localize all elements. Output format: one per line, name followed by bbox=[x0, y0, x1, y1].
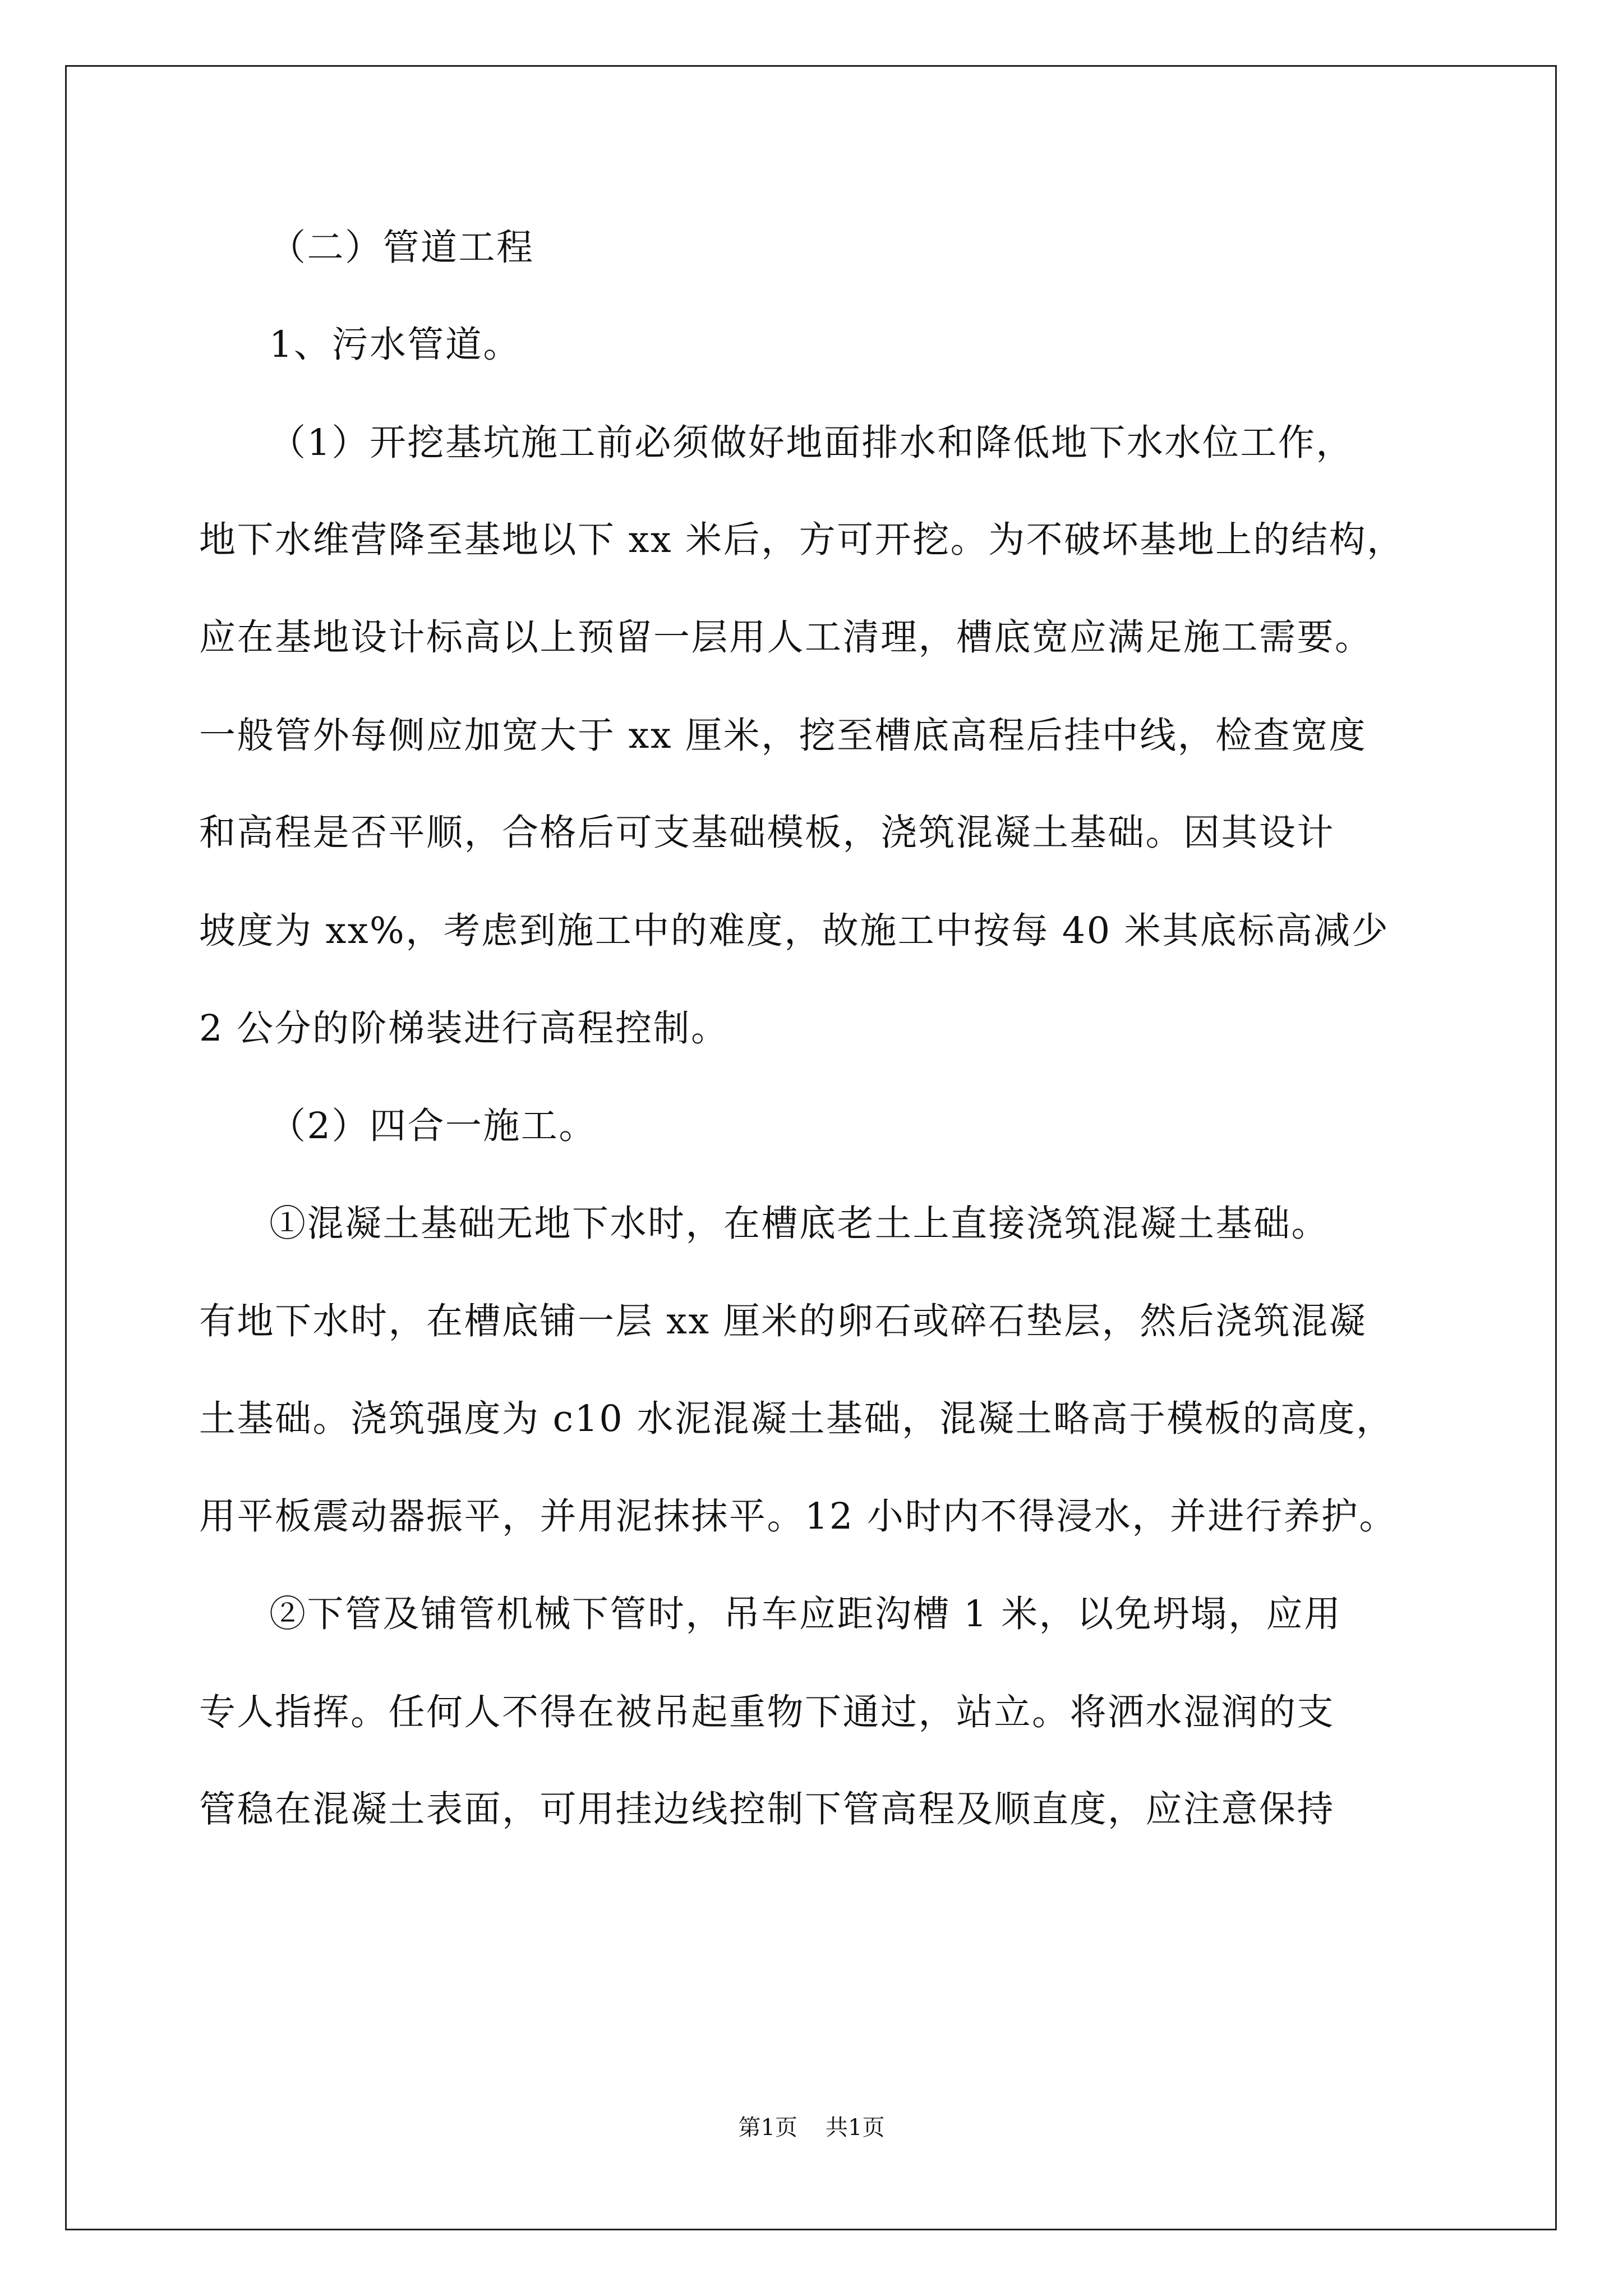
paragraph-line: 坡度为 xx%，考虑到施工中的难度，故施工中按每 40 米其底标高减少 bbox=[199, 910, 1390, 952]
paragraph-line: （1）开挖基坑施工前必须做好地面排水和降低地下水水位工作， bbox=[269, 422, 1354, 464]
page-number-total: 共1页 bbox=[826, 2115, 885, 2141]
paragraph-line: 一般管外每侧应加宽大于 xx 厘米，挖至槽底高程后挂中线，检查宽度 bbox=[199, 715, 1367, 757]
page-number-current: 第1页 bbox=[738, 2115, 797, 2141]
subsection-heading: （2）四合一施工。 bbox=[269, 1105, 597, 1147]
paragraph-line: 应在基地设计标高以上预留一层用人工清理，槽底宽应满足施工需要。 bbox=[199, 616, 1373, 659]
paragraph-line: 和高程是否平顺，合格后可支基础模板，浇筑混凝土基础。因其设计 bbox=[199, 812, 1335, 854]
paragraph-line: 2 公分的阶梯装进行高程控制。 bbox=[199, 1007, 729, 1050]
paragraph-line: 有地下水时，在槽底铺一层 xx 厘米的卵石或碎石垫层，然后浇筑混凝 bbox=[199, 1300, 1367, 1342]
paragraph-line: 专人指挥。任何人不得在被吊起重物下通过，站立。将洒水湿润的支 bbox=[199, 1691, 1335, 1733]
paragraph-line: 管稳在混凝土表面，可用挂边线控制下管高程及顺直度，应注意保持 bbox=[199, 1788, 1335, 1830]
paragraph-line: 地下水维营降至基地以下 xx 米后，方可开挖。为不破坏基地上的结构， bbox=[199, 519, 1405, 561]
paragraph-line: 用平板震动器振平，并用泥抹抹平。12 小时内不得浸水，并进行养护。 bbox=[199, 1496, 1397, 1538]
section-heading: （二）管道工程 bbox=[269, 227, 534, 269]
paragraph-line: ②下管及铺管机械下管时，吊车应距沟槽 1 米，以免坍塌，应用 bbox=[269, 1593, 1342, 1635]
subsection-heading: 1、污水管道。 bbox=[269, 324, 521, 366]
paragraph-line: ①混凝土基础无地下水时，在槽底老土上直接浇筑混凝土基础。 bbox=[269, 1203, 1330, 1245]
paragraph-line: 土基础。浇筑强度为 c10 水泥混凝土基础，混凝土略高于模板的高度， bbox=[199, 1398, 1394, 1440]
page-footer bbox=[0, 2114, 1623, 2142]
